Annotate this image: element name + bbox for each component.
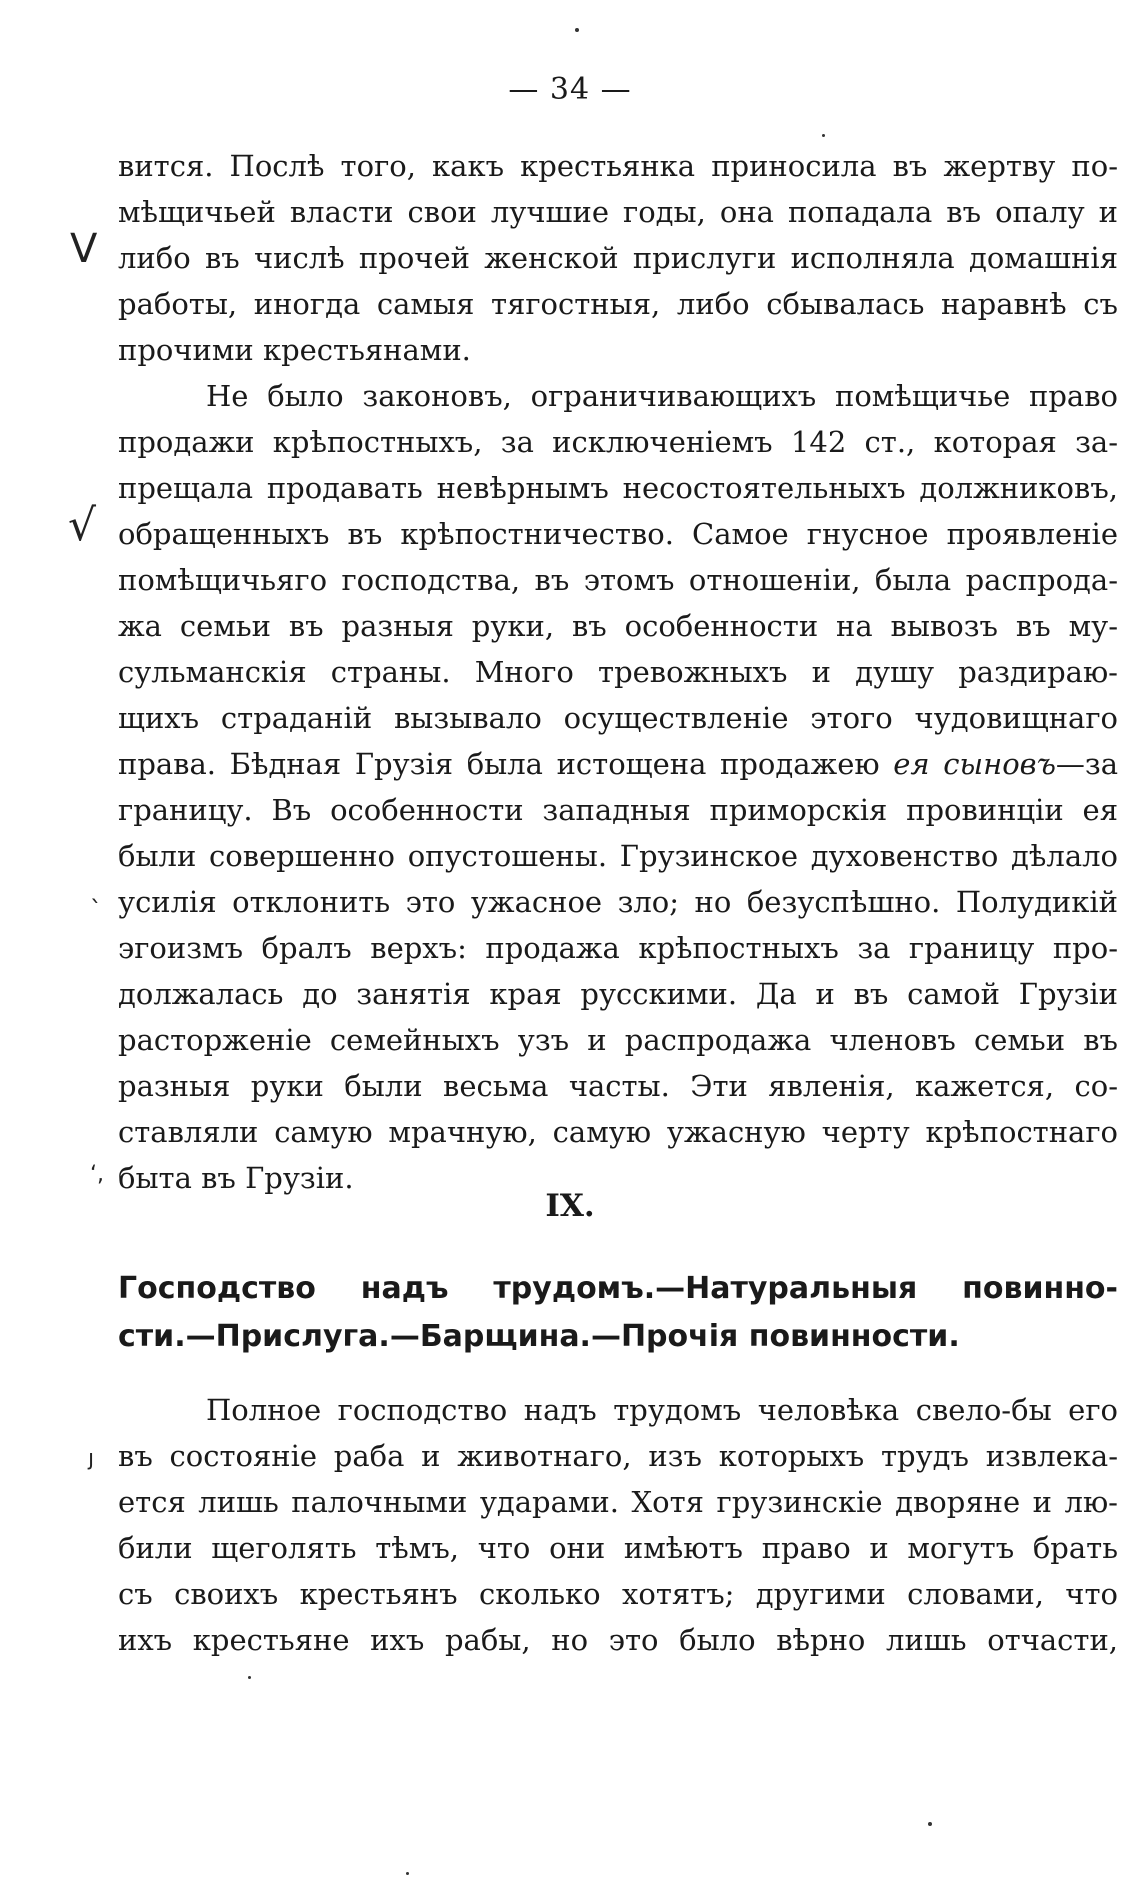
- text-line: продажи крѣпостныхъ, за исключеніемъ 142 ст., которая за-: [118, 425, 1118, 459]
- italic-phrase: ея сыновъ: [893, 747, 1056, 781]
- text-line: были совершенно опустошены. Грузинское духовенство дѣлало: [118, 839, 1118, 873]
- text-segment: —за: [1055, 747, 1119, 781]
- text-line: помѣщичьяго господства, въ этомъ отношеніи, была распрода-: [118, 563, 1118, 597]
- text-line: били щеголять тѣмъ, что они имѣютъ право и могутъ брать: [118, 1531, 1118, 1565]
- text-line: мѣщичьей власти свои лучшие годы, она попадала въ опалу и: [118, 195, 1118, 229]
- text-line: границу. Въ особенности западныя приморскія провинціи ея: [118, 793, 1118, 827]
- text-line: эгоизмъ бралъ верхъ: продажа крѣпостныхъ за границу про-: [118, 931, 1118, 965]
- text-line: быта въ Грузіи.: [118, 1161, 354, 1195]
- text-line: съ своихъ крестьянъ сколько хотятъ; другими словами, что: [118, 1577, 1118, 1611]
- speck: [406, 1872, 409, 1875]
- text-line: разныя руки были весьма часты. Эти явленія, кажется, со-: [118, 1069, 1118, 1103]
- text-line: должалась до занятія края русскими. Да и въ самой Грузіи: [118, 977, 1118, 1011]
- text-line: ставляли самую мрачную, самую ужасную черту крѣпостнаго: [118, 1115, 1118, 1149]
- text-line: сульманскія страны. Много тревожныхъ и душу раздираю-: [118, 655, 1118, 689]
- margin-tick-mark: ˋ: [90, 896, 102, 924]
- margin-check-mark: V: [70, 226, 98, 272]
- speck: [822, 134, 825, 137]
- text-line: прещала продавать невѣрнымъ несостоятельныхъ должниковъ,: [118, 471, 1118, 505]
- text-line: вится. Послѣ того, какъ крестьянка приносила въ жертву по-: [118, 149, 1118, 183]
- section-heading-line: Господство надъ трудомъ.—Натуральныя повинно-: [118, 1271, 1118, 1306]
- text-line: ихъ крестьяне ихъ рабы, но это было вѣрно лишь отчасти,: [118, 1623, 1118, 1657]
- speck: [928, 1822, 932, 1826]
- speck: [575, 28, 579, 32]
- speck: [248, 1676, 251, 1679]
- text-line: щихъ страданій вызывало осуществленіе этого чудовищнаго: [118, 701, 1118, 735]
- text-line: ется лишь палочными ударами. Хотя грузинскіе дворяне и лю-: [118, 1485, 1118, 1519]
- text-line: Не было законовъ, ограничивающихъ помѣщичье право: [206, 379, 1118, 413]
- margin-check-mark: √: [68, 500, 97, 551]
- text-line: расторженіе семейныхъ узъ и распродажа членовъ семьи въ: [118, 1023, 1118, 1057]
- text-line: работы, иногда самыя тягостныя, либо сбывалась наравнѣ съ: [118, 287, 1118, 321]
- text-line: Полное господство надъ трудомъ человѣка свело-бы его: [206, 1393, 1118, 1427]
- text-line: прочими крестьянами.: [118, 333, 471, 367]
- margin-tick-mark: ‘,: [90, 1162, 104, 1187]
- text-segment: права. Бѣдная Грузія была истощена продажею: [118, 747, 880, 781]
- text-line: усилія отклонить это ужасное зло; но безуспѣшно. Полудикій: [118, 885, 1118, 919]
- text-line: жа семьи въ разныя руки, въ особенности на вывозъ въ му-: [118, 609, 1118, 643]
- section-number: IX.: [545, 1188, 595, 1224]
- margin-tick-mark: ȷ: [88, 1446, 95, 1471]
- text-line: либо въ числѣ прочей женской прислуги исполняла домашнія: [118, 241, 1118, 275]
- text-line: въ состояніе раба и животнаго, изъ которыхъ трудъ извлека-: [118, 1439, 1118, 1473]
- page-number: — 34 —: [508, 72, 632, 107]
- text-line-with-italic: [118, 746, 1118, 782]
- text-line: обращенныхъ въ крѣпостничество. Самое гнусное проявленіе: [118, 517, 1118, 551]
- section-heading-line: сти.—Прислуга.—Барщина.—Прочія повинности.: [118, 1319, 960, 1354]
